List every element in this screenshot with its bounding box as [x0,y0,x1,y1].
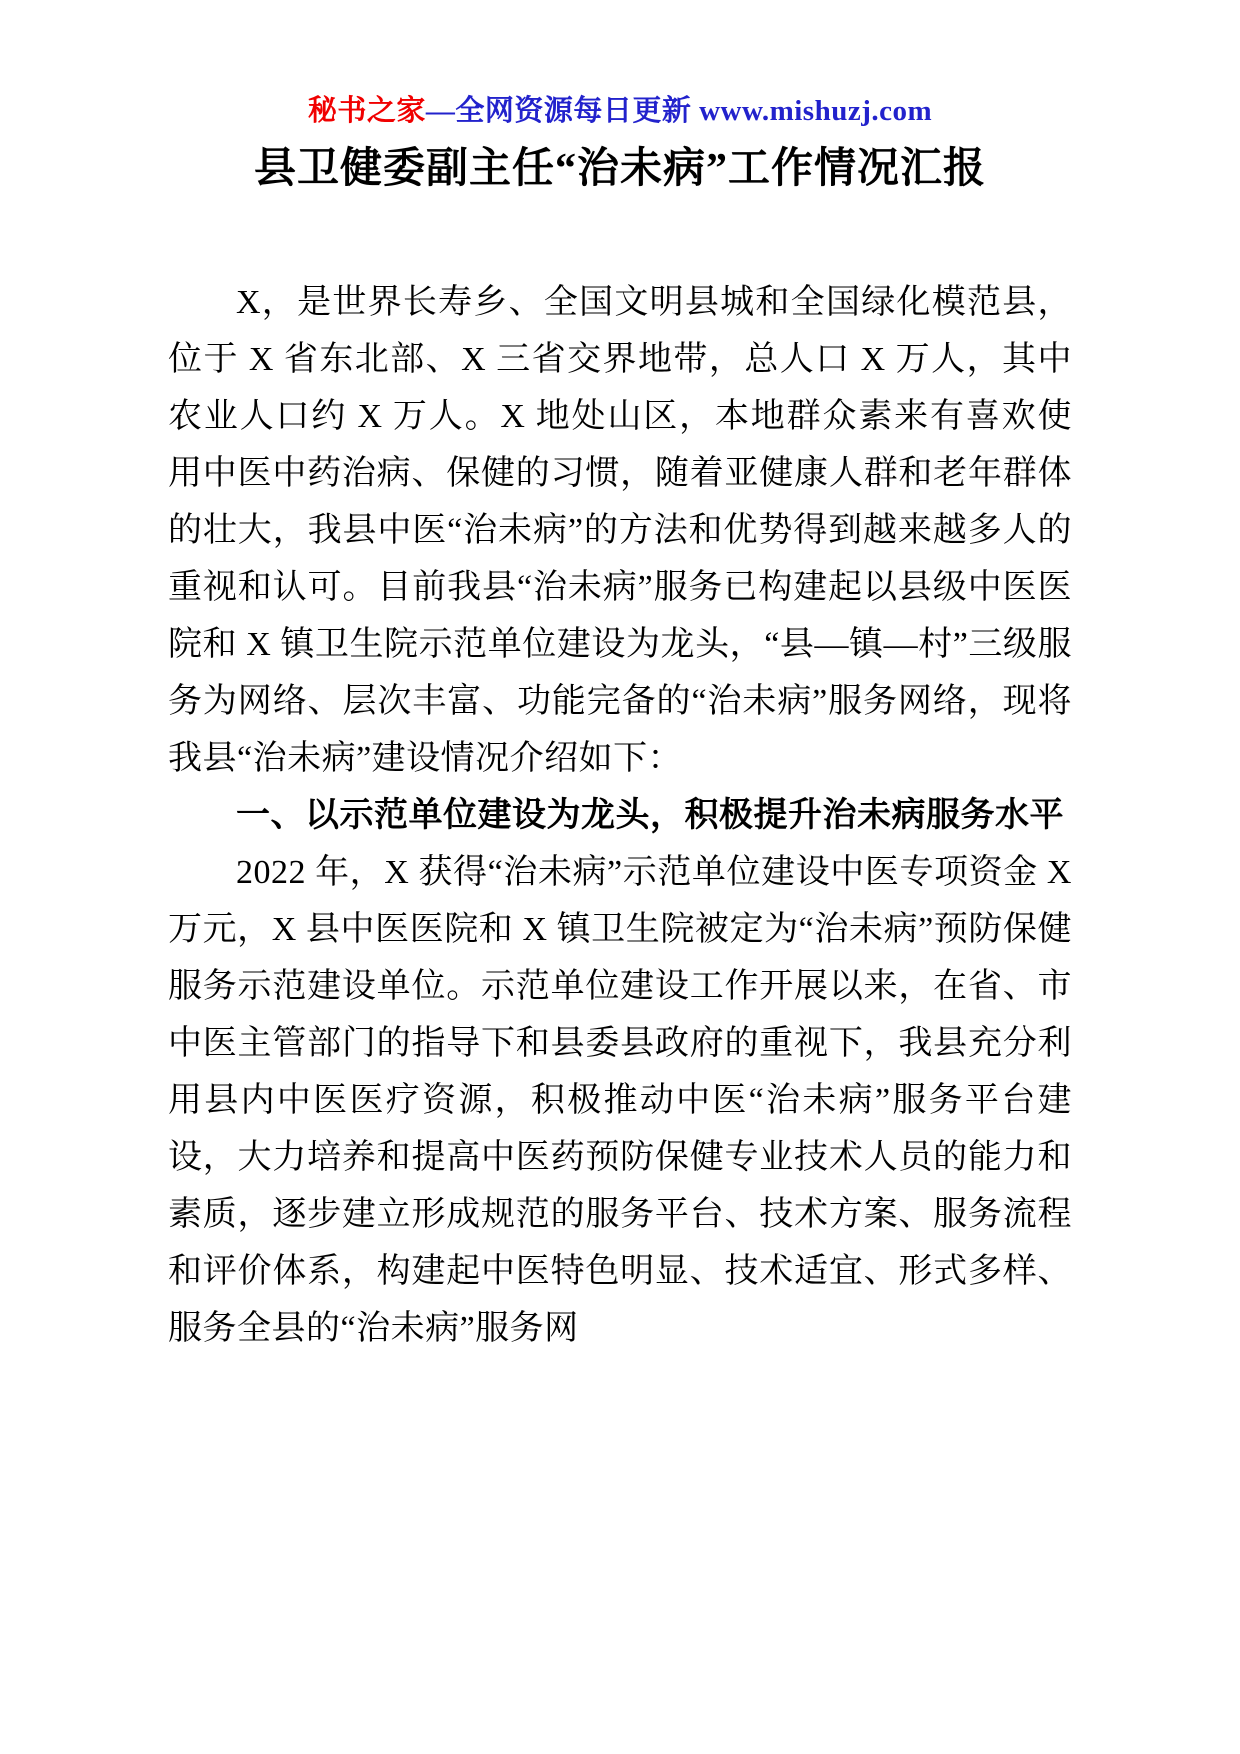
document-body [168,274,1072,1357]
paragraph: 2022 年，X 获得“治未病”示范单位建设中医专项资金 X 万元，X 县中医医院和 X 镇卫生院被定为“治未病”预防保健服务示范建设单位。示范单位建设工作开展以来，在省、市中医主管部门的指导下和县委县政府的重视下，我县充分利用县内中医医疗资源，积极推动中医“治未病”服务平台建设，大力培养和提高中医药预防保健专业技术人员的能力和素质，逐步建立形成规范的服务平台、技术方案、服务流程和评价体系，构建起中医特色明显、技术适宜、形式多样、服务全县的“治未病”服务网 [168,853,1072,1347]
site-tagline: —全网资源每日更新 [425,95,700,127]
paragraph: X，是世界长寿乡、全国文明县城和全国绿化模范县，位于 X 省东北部、X 三省交界地带，总人口 X 万人，其中农业人口约 X 万人。X 地处山区，本地群众素来有喜欢使用中医中药治病、保健的习惯，随着亚健康人群和老年群体的壮大，我县中医“治未病”的方法和优势得到越来越多人的重视和认可。目前我县“治未病”服务已构建起以县级中医医院和 X 镇卫生院示范单位建设为龙头，“县—镇—村”三级服务为网络、层次丰富、功能完备的“治未病”服务网络，现将我县“治未病”建设情况介绍如下： [168,283,1072,777]
document-title: 县卫健委副主任“治未病”工作情况汇报 [253,146,986,192]
site-name: 秘书之家 [307,95,426,127]
section-heading: 一、以示范单位建设为龙头，积极提升治未病服务水平 [236,796,1064,834]
site-header [168,88,1072,129]
site-url-link[interactable]: www.mishuzj.com [699,95,933,127]
